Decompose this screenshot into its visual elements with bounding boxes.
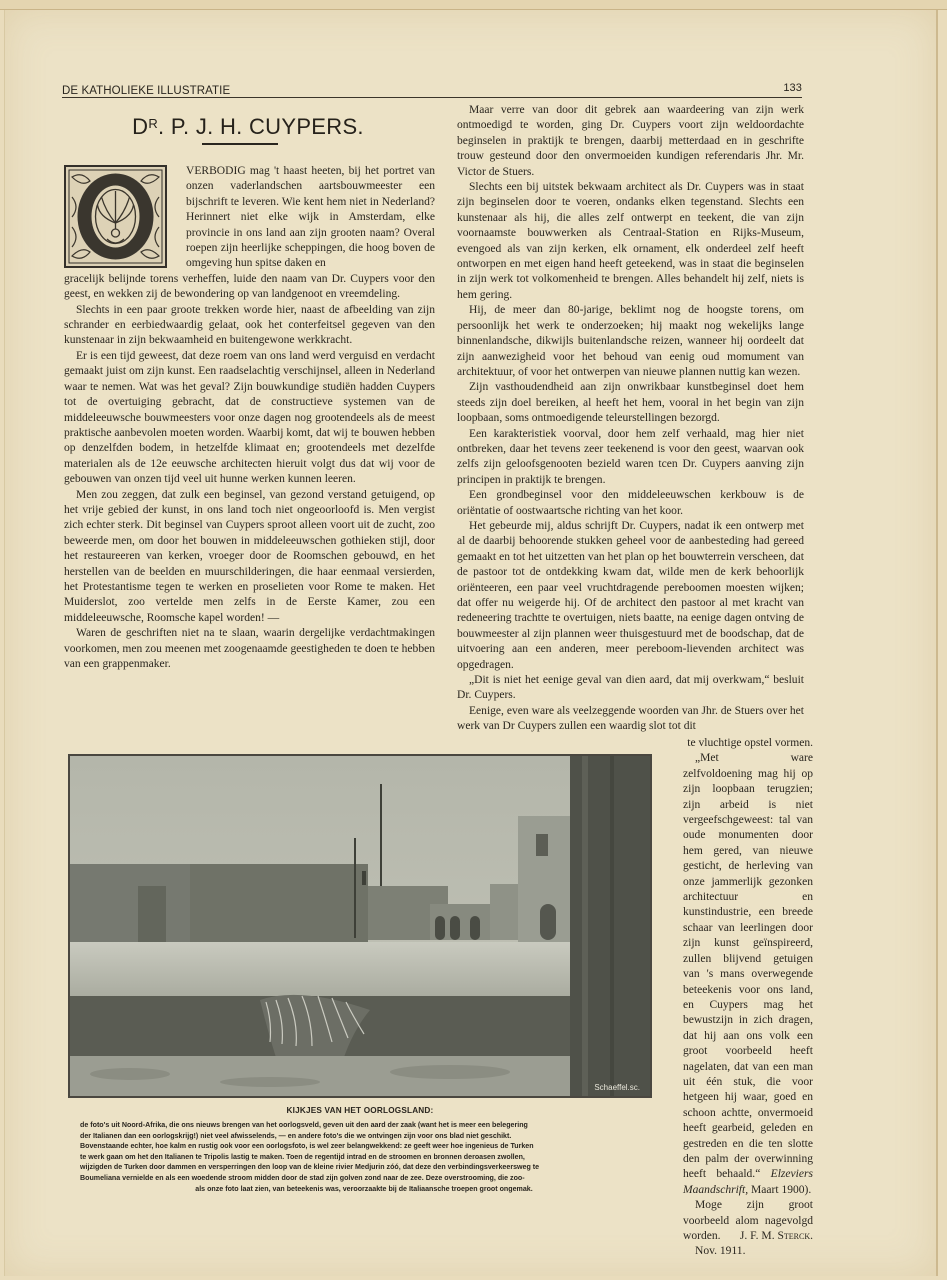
caption-line: als onze foto laat zien, van beteekenis was, veroorzaakte bij de Italiaansche troepen groot ongemak. xyxy=(195,1184,533,1193)
caption-title: KIJKJES VAN HET OORLOGSLAND: xyxy=(286,1106,434,1115)
author-signature: J. F. M. Sterck. xyxy=(739,1230,813,1242)
paragraph: Men zou zeggen, dat zulk een beginsel, van gezond verstand getuigend, op het vrije gebied der kunst, in ons land toch niet ongeoorloofd is. Men vergist zich echter sterk. Dit beginsel van Cuypers sproot alleen voort uit de zucht, zoo beweerde men, om door het bouwen in middeleeuwschen gothieken stijl, door het restaureeren van kerken, vroeger door de Roomschen gebouwd, en het herstellen van de beelden en muurschilderingen, die haar eenmaal versierden, het Protestantisme tegen te werken en proselieten voor Rome te maken. Het Muiderslot, zoo vertelde men zelfs in de Eerste Kamer, zou een middeleeuwsche, Roomsche kapel worden! — xyxy=(64,488,435,624)
left-column xyxy=(64,164,435,672)
caption-line: wijzigden de Turken door dammen en versperringen den loop van de kleine rivier Medjurin zóó, dat deze den verbindingsverkeersweg te xyxy=(80,1163,540,1172)
paragraph: Een karakteristiek voorval, door hem zelf verhaald, mag hier niet ontbreken, daar het tevens zeer teekenend is voor den geest, waarvan ook zelfs zijn geloofsgenooten bezield waren tcen Dr. Cuypers aanving zijn principen in praktijk te brengen. xyxy=(457,427,804,486)
paragraph: Er is een tijd geweest, dat deze roem van ons land werd verguisd en verdacht gemaakt juist om zijn kunst. Een raadselachtig verschijnsel, alleen in Nederland waar te nemen. Wat was het geval? Zijn bouwkundige studiën hadden Cuypers tot de overtuiging gebracht, dat de constructieve systemen van de middeleeuwsche bouwmeesters voor onze dagen nog grootendeels als de meest praktische aanbevolen moeten worden. Waarbij komt, dat wij te bouwen hebben op denzelfden bodem, in hetzelfde klimaat en; grootendeels met dezelfde materialen als de 12e eeuwsche architecten hieruit volgt dus dat wij voor de gebouwen van onzen tijd veel uit hunne werken kunnen leeren. xyxy=(64,349,435,486)
title-rule xyxy=(202,143,278,145)
paragraph: „Dit is niet het eenige geval van dien aard, dat mij overkwam,“ besluit Dr. Cuypers. xyxy=(457,674,804,702)
intro-paragraph: VERBODIG mag 't haast heeten, bij het portret van onzen vaderlandschen aartsbouwmeester een bijschrift te leveren. Wie kent hem niet in Nederland? Herinnert niet elke wijk in Amsterdam, elke provincie in ons land aan zijn grooten naam? Overal roepen zijn heerlijke scheppingen, die hoog boven de omgeving hun spitse daken en xyxy=(186,165,435,270)
paragraph: Waren de geschriften niet na te slaan, waarin dergelijke verdachtmakingen voorkomen, men zou meenen met zoogenaamde geestigheden te doen te hebben van een grappenmaker. xyxy=(64,627,435,670)
narrow-column xyxy=(683,736,813,1260)
paragraph: Maar verre van door dit gebrek aan waardeering van zijn werk ontmoedigd te worden, ging Dr. Cuypers voort zijn weldoordachte beginselen in praktijk te brengen, daarbij metterdaad en in geschrifte trouw gesteund door den onvermoeiden kundigen referendaris Jhr. Mr. Victor de Stuers. xyxy=(457,104,804,178)
closing-paragraph xyxy=(683,1198,813,1244)
quote-text: „Met ware zelfvoldoening mag hij op zijn loopbaan terugzien; zijn arbeid is niet vergeefschgeweest: tal van oude monumenten door hem gered, van nieuwe gesticht, de herleving van onze jammerlijk gezonken architectuur en kunstindustrie, een breede schaar van leerlingen door zijn kunst geïnspireerd, zullen blijvend getuigen van 's mans overwegende beteekenis voor ons land, en Cuypers mag het bewustzijn in zich dragen, dat hij aan ons volk een groot voorbeeld heeft nagelaten, dat van een man uit één stuk, die voor hetgeen hij waar, goed en schoon achtte, onvermoeid heeft gearbeid, geleden en gestreden en die ten slotte den palm der overwinning heeft behaald.“ xyxy=(683,752,813,1181)
paragraph: Eenige, even ware als veelzeggende woorden van Jhr. de Stuers over het werk van Dr Cuypers zullen een waardig slot tot dit xyxy=(457,704,804,733)
quote-paragraph xyxy=(683,751,813,1198)
article-date: Nov. 1911. xyxy=(695,1245,746,1258)
caption-line: te werk gaan om het den Italianen te Tripolis lastig te maken. Toen de regentijd intrad en de stroomen en bronnen deroasen zwollen, xyxy=(80,1152,525,1161)
paragraph: Het gebeurde mij, aldus schrijft Dr. Cuypers, nadat ik een ontwerp met al de daarbij behoorende stukken geheel voor de aanbesteding had gereed gemaakt en tot het uitzetten van het plan op het bouwterrein verscheen, dat de pastoor tot de ontdekking kwam dat, wilde men de kerk behoorlijk oriënteeren, een paar veel vruchtdragende pereboomen moesten wijken; dat offer nu weigerde hij. Of de architect den pastoor al met kracht van redeneering trachtte te overtuigen, niets baatte, na eenige dagen ontving de bouwmeester al zijn plannen weer thuisgestuurd met de boodschap, dat de uitvoering aan een anderen, meer pereboom-lievenden architect was opgedragen. xyxy=(457,519,804,671)
war-photo xyxy=(68,754,652,1098)
quote-date: Maart 1900). xyxy=(751,1183,812,1196)
paragraph: Een grondbeginsel voor den middeleeuwschen kerkbouw is de oriëntatie of oostwaartsche richting van het koor. xyxy=(457,489,804,517)
caption-line: de foto's uit Noord-Afrika, die ons nieuws brengen van het oorlogsveld, geven uit den aard der zaak (want het is meer een belegering xyxy=(80,1121,528,1129)
caption-line: Bovenstaande echter, hoe kalm en rustig ook voor een oorlogsfoto, is wel zeer belangwekkend: ze geeft weer hoe ingenieus de Turken xyxy=(80,1142,534,1151)
paragraph: Zijn vasthoudendheid aan zijn onwrikbaar kunstbeginsel doet hem steeds zijn doel bereiken, al heeft het hem, vooral in het begin van zijn loopbaan, soms ontmoedigende teleurstellingen bezorgd. xyxy=(457,381,804,425)
caption-line: Boumeliana vernielde en als een woedende stroom midden door de stad zijn golven zond naar de zee. Deze overstrooming, die zoo- xyxy=(80,1173,525,1182)
flooded-street-image xyxy=(70,756,650,1096)
closing-text: Moge zijn groot voorbeeld alom nagevolgd worden. xyxy=(683,1199,813,1242)
running-head xyxy=(62,84,802,98)
paper-top-edge xyxy=(0,0,947,10)
publication-name: DE KATHOLIEKE ILLUSTRATIE xyxy=(62,85,231,97)
right-column xyxy=(457,103,804,735)
paragraph: Hij, de meer dan 80-jarige, beklimt nog de hoogste torens, om persoonlijk het werk te onderzoeken; hij maakt nog wekelijks lange binnenlandsche, dikwijls buitenlandsche reizen, wanneer hij oordeelt dat zijn aanwezigheid voor het behoud van eenig oud momument van architektuur, of voor het ontwerpen van nieuwe plannen nuttig kan wezen. xyxy=(457,304,804,378)
paragraph: Slechts in een paar groote trekken worde hier, naast de afbeelding van zijn schrander en eerbiedwaardig gelaat, ook het conterfeitsel gegeven van den kunstenaar in zijn bekwaamheid en buitengewone werkkracht. xyxy=(64,303,435,347)
article-title xyxy=(62,114,434,140)
title-rest: . P. J. H. CUYPERS. xyxy=(158,114,364,139)
title-superscript: R xyxy=(148,116,159,131)
photo-caption xyxy=(80,1120,648,1194)
photo-credit: Schaeffel.sc. xyxy=(594,1083,640,1092)
title-prefix: D xyxy=(132,114,149,139)
intro-wrap xyxy=(64,164,435,272)
quote-source: Elzeviers Maandschrift, xyxy=(683,1168,813,1196)
continuation-line: te vluchtige opstel vormen. xyxy=(687,737,813,749)
caption-line: der Italianen dan een oorlogskrijg!) niet veel afwisselends, — en andere foto's die we ontvingen zijn voor ons blad niet geschikt. xyxy=(80,1131,512,1140)
page-number: 133 xyxy=(783,82,802,94)
intro-continuation: gracelijk belijnde torens verheffen, luide den naam van Dr. Cuypers voor den geest, en wekken zij de bewondering op van landgenoot en vreemdeling. xyxy=(64,272,435,301)
paragraph: Slechts een bij uitstek bekwaam architect als Dr. Cuypers was in staat zijn beginselen door te voeren, ondanks elken tegenstand. Slechts een kunstenaar als hij, die alles zelf ontwerpt en teekent, die van zijn voornaamste bouwwerken als Centraal-Station en Rijks-Museum, evengoed als van zijn kerken, elk ornament, elk onderdeel zelf heeft ontworpen en met eigen hand heeft geteekend, was in staat die beginselen in zijn werk tot volkomenheid te brengen. Alles behandelt hij zelf, niets is hem gering. xyxy=(457,181,804,301)
